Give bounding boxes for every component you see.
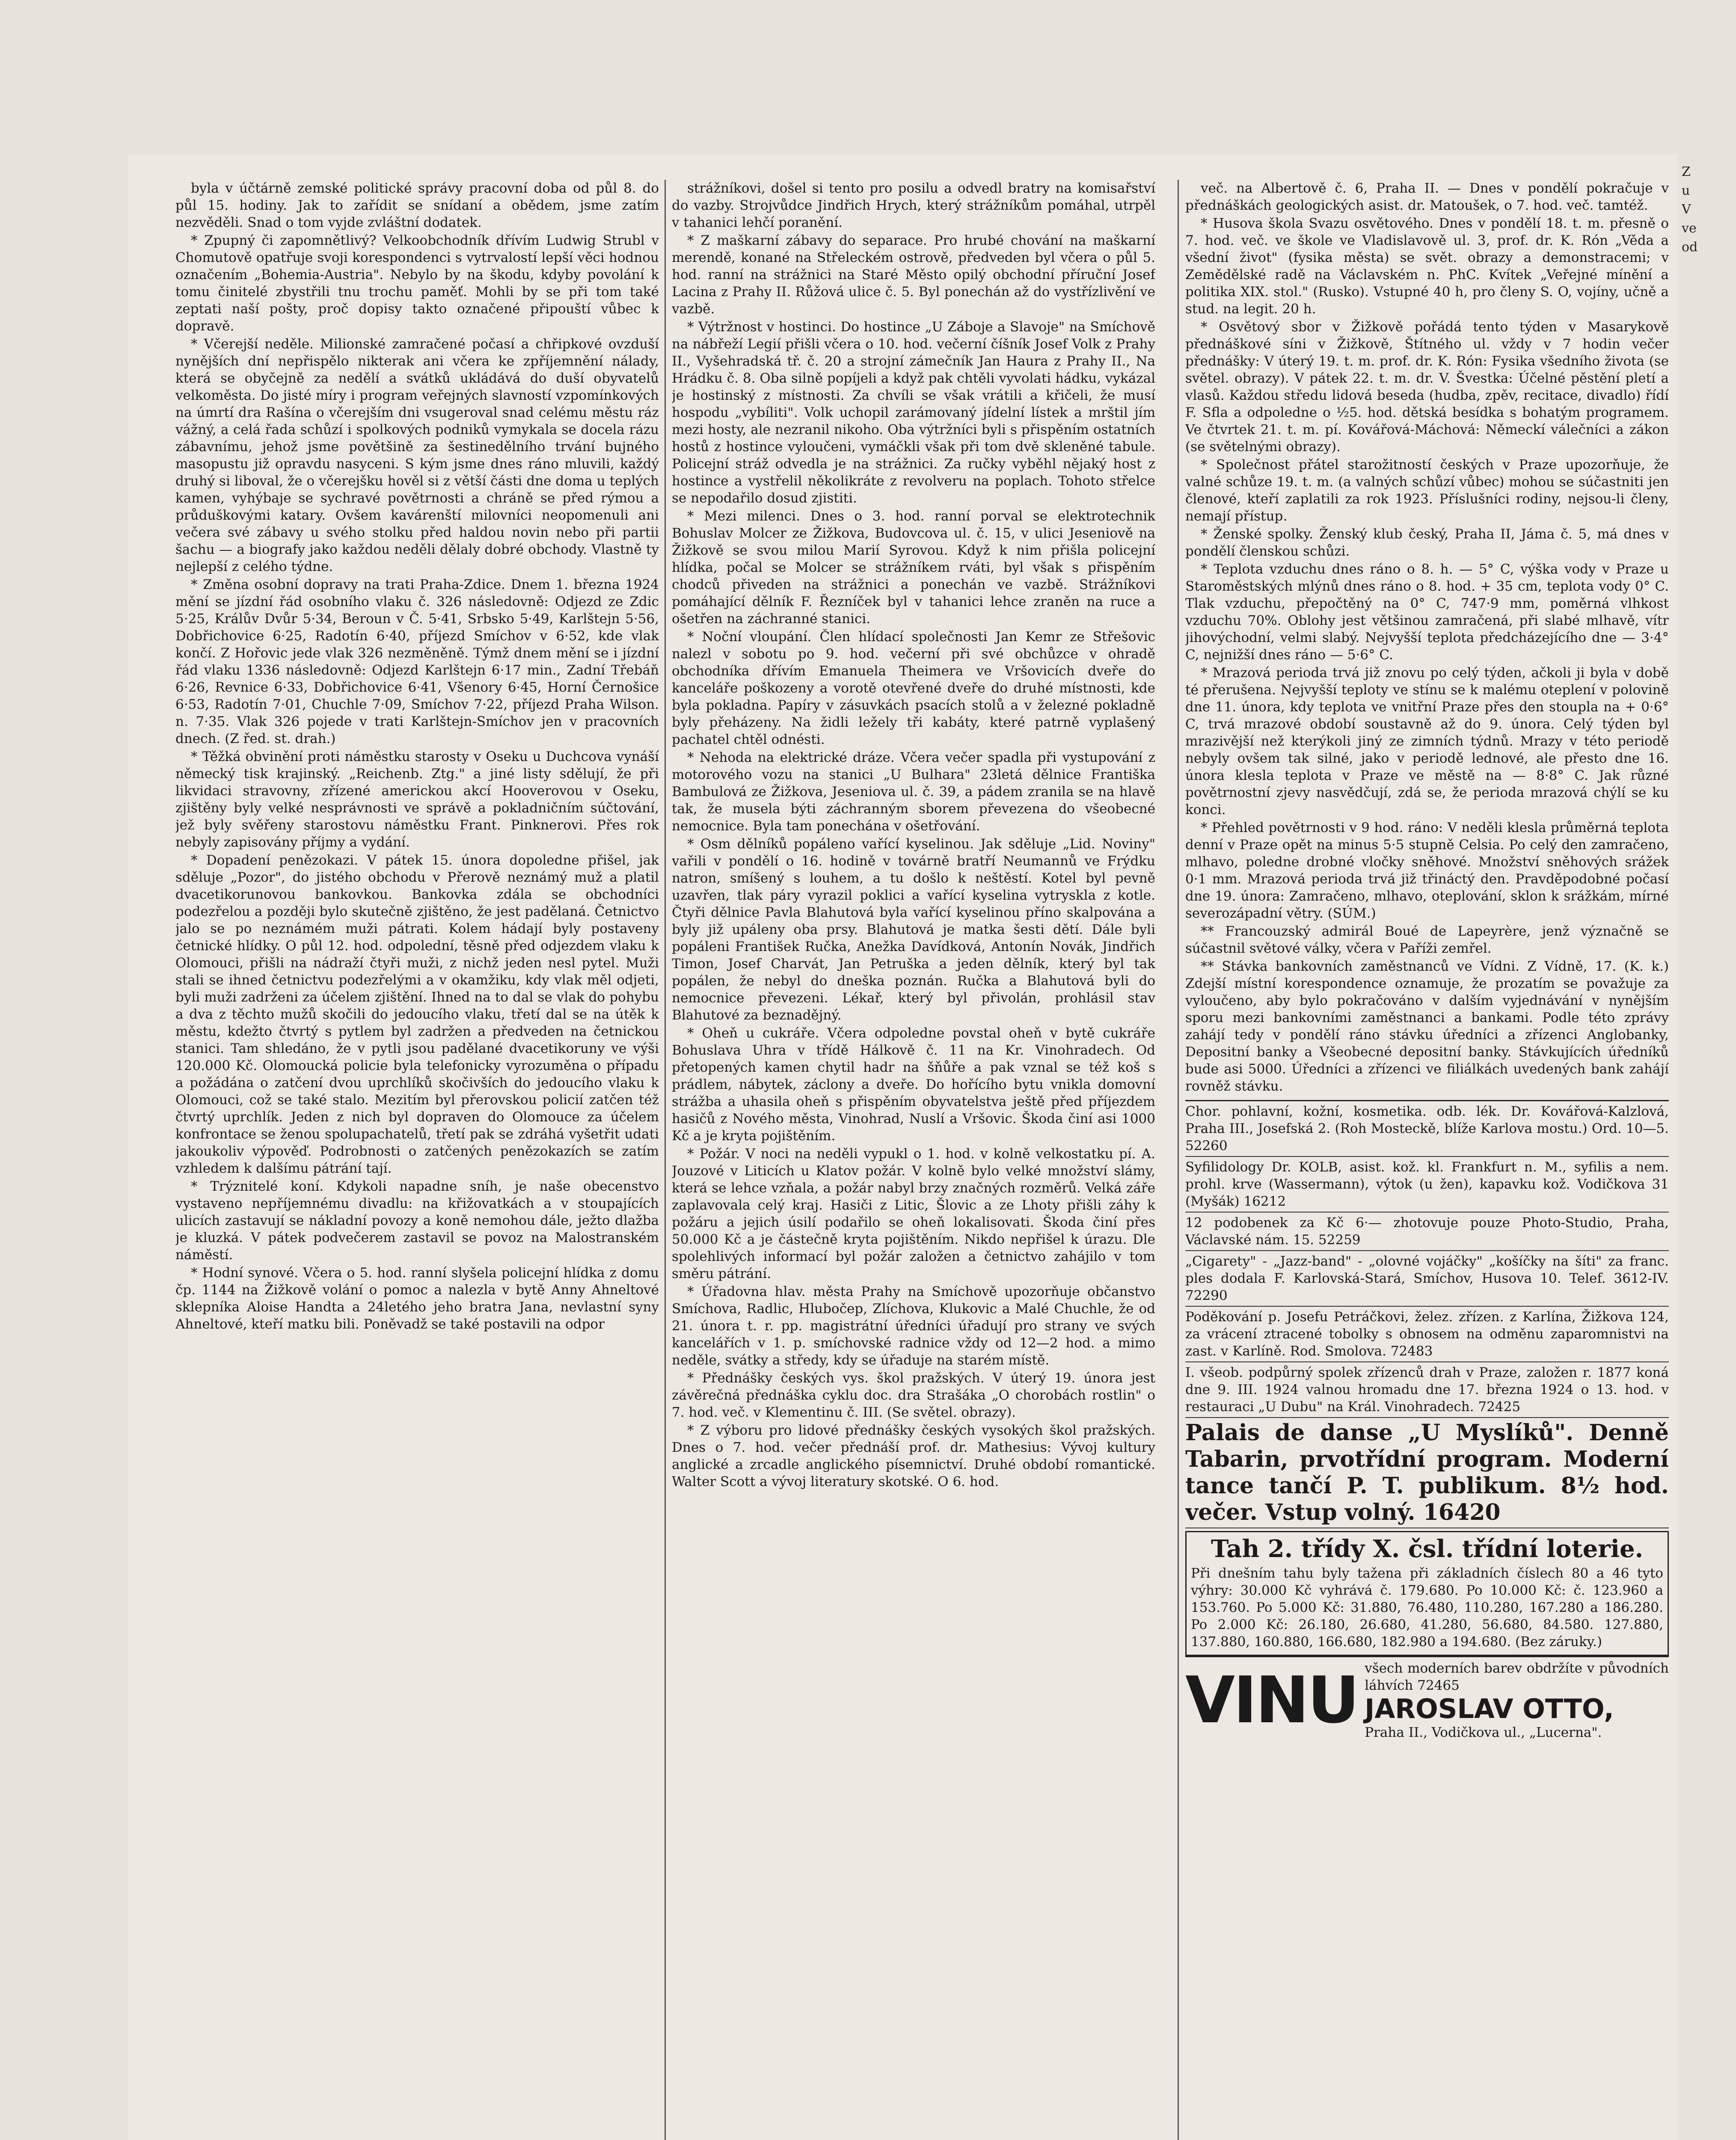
classified-ads (1185, 1100, 1669, 1741)
article-paragraph: ** Francouzský admirál Boué de Lapeyrère, jenž význačně se súčastnil světové války, včera v Paříži zemřel. (1185, 924, 1669, 956)
lottery-title: Tah 2. třídy X. čsl. třídní loterie. (1211, 1535, 1644, 1563)
article-paragraph: * Včerejší neděle. Milionské zamračené počasí a chřipkové ovzduší nynějších dní nepřispělo nikterak ani včera ke zpříjemnění nálady, která se obyčejně za nedělí a svátků ukládává do duší obyvatelů velkoměsta. Do jisté míry i program veřejných slavností vzpomínkových na úmrtí dra Rašína o včerejším dni vsugeroval snad celému městu ráz vážný, a celá řada schůzí i spolkových podniků vymykala se docela rázu zábavnímu, jehož jsme povětšině za šestinedělního trvání bujného masopustu již opravdu nasyceni. S kým jsme dnes ráno mluvili, každý druhý si liboval, že o včerejšku hověl si z větší části dne doma u teplých kamen, vyhýbaje se sychravé povětrnosti a chráně se před rýmou a průduškovými katary. Ovšem kavárenští milovníci neopomenuli ani večera své zábavy u svého stolku před haldou novin nebo při partii šachu — a biografy jako každou neděli dělaly dobré obchody. Vlastně ty nejlepší z celého týdne. (175, 336, 659, 574)
article-paragraph: * Hodní synové. Včera o 5. hod. ranní slyšela policejní hlídka z domu čp. 1144 na Žižkově volání o pomoc a nalezla v bytě Anny Ahneltové sklepníka Aloise Handta a 24letého jeho bratra Jana, nevlastní syny Ahneltové, kteří matku bili. Poněvadž se také postavili na odpor (175, 1265, 659, 1332)
vinu-logo: VINU (1185, 1663, 1358, 1738)
article-paragraph: * Úřadovna hlav. města Prahy na Smíchově upozorňuje občanstvo Smíchova, Radlic, Hlubočep, Zlíchova, Klukovic a Malé Chuchle, že od 21. února t. r. pp. magistrátní úředníci úřadují pro strany ve svých kancelářích v 1. p. smíchovské radnice vždy od 12—2 hod. a mimo neděle, svátky a středy, kdy se úřaduje na starém místě. (672, 1284, 1155, 1368)
column-divider (1178, 180, 1179, 2140)
article-paragraph: * Mrazová perioda trvá již znovu po celý týden, ačkoli ji byla v době té přerušena. Nejvyšší teploty ve stínu se k malému oteplení v polovině dne 11. února, kdy teplota ve vnitřní Praze přes den stoupla na + 0·6° C, trvá mrazové období soustavně až do 9. února. Celý týden byl mrazivější než kterýkoli jiný ze zimních týdnů. Mrazy v této periodě nebyly ovšem tak silné, jako v periodě lednové, ale přesto dne 16. února klesla teplota v Praze ve městě na — 8·8° C. Jak různé povětrnostní zjevy nasvědčují, zdá se, že perioda mrazová chýlí se ku konci. (1185, 665, 1669, 817)
article-paragraph: * Výtržnost v hostinci. Do hostince „U Záboje a Slavoje" na Smíchově na nábřeží Legií přišli včera o 10. hod. večerní číšník Josef Volk z Prahy II., Vyšehradská tř. č. 20 a strojní zámečník Jan Haura z Prahy II., Na Hrádku č. 8. Oba silně popíjeli a když pak chtěli vyvolati hádku, vykázal je hostinský z místnosti. Za chvíli se však vrátili a křičeli, že musí hospodu „vybíliti". Volk uchopil zarámovaný jídelní lístek a mrštil jím mezi hosty, ale nezranil nikoho. Oba výtržníci byli s přispěním ostatních hostů z hostince vyloučeni, vymáčkli však při tom dvě skleněné tabule. Policejní stráž odvedla je na strážnici. Za ručky vyběhl nějaký host z hostince a vystřelil několikráte z revolveru na poplach. Tohoto střelce se nepodařilo dosud zjistiti. (672, 319, 1155, 506)
classified-ad: Poděkování p. Josefu Petráčkovi, želez. zřízen. z Karlína, Žižkova 124, za vrácení ztracené tobolky s obnosem na odměnu zaparomnistvi na zast. v Karlíně. Rod. Smolova. 72483 (1185, 1307, 1669, 1362)
article-paragraph: * Těžká obvinění proti náměstku starosty v Oseku u Duchcova vynáší německý tisk krajinský. „Reichenb. Ztg." a jiné listy sdělují, že při likvidaci stravovny, zřízené americkou akcí Hooverovou v Oseku, zjištěny byly velké nesprávnosti ve správě a pokladničním súčtování, jež byly svěřeny starostovu náměstku Frant. Pinknerovi. Přes rok nebyly zapisovány příjmy a vydání. (175, 749, 659, 850)
article-paragraph: byla v účtárně zemské politické správy pracovní doba od půl 8. do půl 15. hodiny. Jak to zařídit se snídaní a obědem, jsme zatím nezvěděli. Snad o tom vyjde zvláštní dodatek. (175, 181, 659, 230)
otto-name: JAROSLAV OTTO, (1365, 1693, 1614, 1724)
column-divider (665, 180, 666, 2140)
classified-ad: Syfilidology Dr. KOLB, asist. kož. kl. Frankfurt n. M., syfilis a nem. prohl. krve (Wassermann), výtok (u žen), kapavku kož. Vodičkova 31 (Myšák) 16212 (1185, 1157, 1669, 1213)
column-1 (175, 180, 659, 2140)
column-2 (672, 180, 1155, 2140)
article-paragraph: * Společnost přátel starožitností českých v Praze upozorňuje, že valné schůze 19. t. m. (a valných schůzí vůbec) mohou se súčastniti jen členové, kteří zaplatili za rok 1923. Příslušníci rodiny, nejsou-li členy, nemají přístup. (1185, 457, 1669, 524)
article-paragraph: * Z maškarní zábavy do separace. Pro hrubé chování na maškarní merendě, konané na Střeleckém ostrově, předveden byl včera o půl 5. hod. ranní na strážnici na Staré Město opilý obchodní příruční Josef Lacina z Prahy II. Růžová ulice č. 5. Byl ponechán až do vystřízlivění ve vazbě. (672, 233, 1155, 317)
article-paragraph: * Zpupný či zapomnětlivý? Velkoobchodník dřívím Ludwig Strubl v Chomutově opatřuje svoji korespondenci s vytrvalostí lepší věci hodnou označením „Bohemia-Austria". Nebylo by na škodu, kdyby povolání k tomu činitelé zbystřili tnu trochu paměť. Mohli by se při tom také zeptati naší pošty, proč dopisy takto označené připouští vůbec k dopravě. (175, 233, 659, 334)
classified-ad: 12 podobenek za Kč 6·— zhotovuje pouze Photo-Studio, Praha, Václavské nám. 15. 52259 (1185, 1213, 1669, 1251)
article-paragraph: * Požár. V noci na neděli vypukl o 1. hod. v kolně velkostatku pí. A. Jouzové v Liticích u Klatov požár. V kolně bylo velké množství slámy, která se lehce vzňala, a požár nabyl brzy značných rozměrů. Velká záře zaplavovala celý kraj. Hasiči z Litic, Šlovic a ze Lhoty přišli záhy k požáru a jejich úsilí podařilo se oheň lokalisovati. Škoda činí přes 50.000 Kč a je částečně kryta pojištěním. Nikdo nepřišel k úrazu. Dle spolehlivých informací byl požár založen a četnictvo zahájilo v tom směru pátrání. (672, 1146, 1155, 1281)
classified-ad: „Cigarety" - „Jazz-band" - „olovné vojáčky" „košíčky na šíti" za franc. ples dodala F. Karlovská-Stará, Smíchov, Husova 10. Telef. 3612-IV. 72290 (1185, 1251, 1669, 1307)
article-paragraph: * Nehoda na elektrické dráze. Včera večer spadla při vystupování z motorového vozu na stanici „U Bulhara" 23letá dělnice Františka Bambulová ze Žižkova, Jeseniova ul. č. 39, a pádem zranila se na hlavě tak, že musela býti záchranným sborem převezena do všeobecné nemocnice. Byla tam ponechána v ošetřování. (672, 750, 1155, 834)
article-paragraph: * Dopadení penězokazi. V pátek 15. února dopoledne přišel, jak sděluje „Pozor", do jistého obchodu v Přerově neznámý muž a platil dvacetikorunovou bankovkou. Bankovka zdála se obchodníci podezřelou a později bylo skutečně zjištěno, že jest padělaná. Četnictvo jalo se po neznámém muži pátrati. Kolem hádají byly postaveny četnické hlídky. O půl 12. hod. odpolední, těsně před odjezdem vlaku k Olomouci, přišli na nádraží čtyři muži, z nichž jeden nesl pytel. Muži stali se ihned četnictvu podezřelými a v okamžiku, kdy vlak měl odjeti, byli muži zadrženi za účelem zjištění. Ihned na to dal se vlak do pohybu a dva z těchto mužů skočili do jedoucího vlaku, třetí dal se na útěk k městu, kdežto čtvrtý s pytlem byl zadržen a předveden na četnickou stanici. Tam shledáno, že v pytli jsou padělané dvacetikoruny ve výši 120.000 Kč. Olomoucká policie byla telefonicky vyrozuměna o případu a požádána o zatčení dvou uprchlíků skočivších do jedoucího vlaku k Olomouci, což se také stalo. Mezitím byl přerovskou policií zatčen též čtvrtý uprchlík. Jeden z nich byl dopraven do Olomouce za účelem konfrontace se ženou spolupachatelů, třetí pak se zdráhá vyšetřit udati jakoukoliv výpověď. Podrobnosti o zatčených penězokazích se zatím vzhledem k dalšímu pátrání tají. (175, 853, 659, 1176)
article-paragraph: * Oheň u cukráře. Včera odpoledne povstal oheň v bytě cukráře Bohuslava Uhra v třídě Hálkově č. 11 na Kr. Vinohradech. Od přetopených kamen chytil hadr na šňůře a pak vznal se též koš s prádlem, nábytek, záclony a dveře. Do hořícího bytu vnikla domovní strážba a uhasila oheň s přispěním obyvatelstva ještě před příjezdem hasičů z Nového města, Vinohrad, Nuslí a Vršovic. Škoda činí asi 1000 Kč a je kryta pojištěním. (672, 1025, 1155, 1144)
article-paragraph: * Z výboru pro lidové přednášky českých vysokých škol pražských. Dnes o 7. hod. večer přednáší prof. dr. Mathesius: Vývoj kultury anglické a zrcadle anglického písemnictví. Druhé období romantické. Walter Scott a vývoj literatury skotské. O 6. hod. (672, 1423, 1155, 1489)
adjacent-page-edge: Z u V ve od (1682, 164, 1698, 255)
article-paragraph: * Teplota vzduchu dnes ráno o 8. h. — 5° C, výška vody v Praze u Staroměstských mlýnů dnes ráno o 8. hod. + 35 cm, teplota vody 0° C. Tlak vzduchu, přepočtěný na 0° C, 747·9 mm, poměrná vlhkost vzduchu 70%. Oblohy jest většinou zamračená, při slabé mlhavě, vítr jihovýchodní, velmi slabý. Nejvyšší teplota předcházejícího dne — 3·4° C, nejnižší dnes ráno — 5·6° C. (1185, 562, 1669, 663)
lottery-results: Při dnešním tahu byly tažena při základních číslech 80 a 46 tyto výhry: 30.000 Kč vyhrává č. 179.680. Po 10.000 Kč: č. 123.960 a 153.760. Po 5.000 Kč: 31.880, 76.480, 110.280, 167.280 a 186.280. Po 2.000 Kč: 26.180, 26.680, 41.280, 56.680, 84.580. 127.880, 137.880, 160.880, 166.680, 182.980 a 194.680. (Bez záruky.) (1191, 1566, 1663, 1650)
lottery-box (1185, 1531, 1669, 1656)
article-paragraph: * Mezi milenci. Dnes o 3. hod. ranní porval se elektrotechnik Bohuslav Molcer ze Žižkova, Budovcova ul. č. 15, v ulici Jeseniově na Žižkově se svou milou Marií Syrovou. Když k nim přišla policejní hlídka, počal se Molcer se strážníkem rváti, byl však s přispěním chodců přiveden na strážnici a ponechán ve vazbě. Strážníkovi pomáhající dělník F. Řezníček byl v tahanici lehce zraněn na ruce a ošetřen na záchranné stanici. (672, 508, 1155, 627)
article-paragraph: * Husova škola Svazu osvětového. Dnes v pondělí 18. t. m. přesně o 7. hod. več. ve škole ve Vladislavově ul. 3, prof. dr. K. Rón „Věda a všední život" (fysika města) se svět. obrazy a demonstracemi; v Zemědělské radě na Václavském n. PhC. Kvítek „Veřejné mínění a politika XIX. stol." (Rusko). Vstupné 40 h, pro členy S. O, vojíny, učně a stud. na legit. 20 h. (1185, 216, 1669, 317)
article-paragraph: * Přednášky českých vys. škol pražských. V úterý 19. února jest závěrečná přednáška cyklu doc. dra Strašáka „O chorobách rostlin" o 7. hod. več. v Klementinu č. III. (Se světel. obrazy). (672, 1370, 1155, 1420)
article-paragraph: * Ženské spolky. Ženský klub český, Praha II, Jáma č. 5, má dnes v pondělí členskou schůzi. (1185, 526, 1669, 559)
article-paragraph: * Změna osobní dopravy na trati Praha-Zdice. Dnem 1. března 1924 mění se jízdní řád osobního vlaku č. 326 následovně: Odjezd ze Zdic 5·25, Králův Dvůr 5·34, Beroun v Č. 5·41, Srbsko 5·49, Karlštejn 5·56, Dobřichovice 6·25, Radotín 6·40, příjezd Smíchov v 6·52, kde vlak končí. Z Hořovic jede vlak 326 nezměněně. Týmž dnem mění se i jízdní řád vlaku 1336 následovně: Odjezd Karlštejn 6·17 min., Zadní Třebáň 6·26, Revnice 6·33, Dobřichovice 6·41, Všenory 6·45, Horní Černošice 6·53, Radotín 7·01, Chuchle 7·09, Smíchov 7·22, příjezd Praha Wilson. n. 7·35. Vlak 326 pojede v trati Karlštejn-Smíchov jen v pracovních dnech. (Z řed. st. drah.) (175, 577, 659, 746)
classified-ad: Chor. pohlavní, kožní, kosmetika. odb. lék. Dr. Kovářová-Kalzlová, Praha III., Josefská 2. (Roh Mosteckě, blíže Karlova mostu.) Ord. 10—5. 52260 (1185, 1101, 1669, 1157)
article-paragraph: * Trýznitelé koní. Kdykoli napadne sníh, je naše obecenstvo vystaveno nepříjemnému divadlu: na křižovatkách a v stoupajících ulicích zastavují se nákladní povozy a koně nemohou dále, ježto dlažba je kluzká. V pátek podvečerem zastavil se povoz na Malostranském náměstí. (175, 1179, 659, 1263)
article-paragraph: strážníkovi, došel si tento pro posilu a odvedl bratry na komisařství do vazby. Strojvůdce Jindřich Hrych, který strážníkům pomáhal, utrpěl v tahanici lehčí poranění. (672, 181, 1155, 230)
palais-de-danse-ad: Palais de danse „U Myslíků". Denně Tabarin, prvotřídní program. Moderní tance tančí P. T. publikum. 8½ hod. večer. Vstup volný. 16420 (1185, 1418, 1669, 1528)
article-paragraph: več. na Albertově č. 6, Praha II. — Dnes v pondělí pokračuje v přednáškách geologických asist. dr. Matoušek, o 7. hod. več. tamtéž. (1185, 181, 1669, 213)
article-paragraph: * Noční vloupání. Člen hlídací společnosti Jan Kemr ze Střešovic nalezl v sobotu po 9. hod. večerní při své obchůzce v ohradě obchodníka dřívím Emanuela Theimera ve Vršovicích dveře do kanceláře poškozeny a vorotě otevřené dveře do druhé místnosti, kde byla pokladna. Papíry v zásuvkách psacích stolů a v železné pokladně byly přeházeny. Na židli ležely tři kabáty, které patrně vyplašený pachatel chtěl odnésti. (672, 629, 1155, 747)
otto-text (1365, 1660, 1669, 1741)
otto-tagline: všech moderních barev obdržíte v původních láhvích 72465 (1365, 1661, 1669, 1693)
article-paragraph: * Přehled povětrnosti v 9 hod. ráno: V neděli klesla průměrná teplota denní v Praze opět na minus 5·5 stupně Celsia. Po celý den zamračeno, mlhavo, poledne drobné vločky sněhové. Množství sněhových srážek 0·1 mm. Mrazová perioda trvá již třináctý den. Pravděpodobné počasí dne 19. února: Zamračeno, mlhavo, oteplování, sklon k srážkám, mírné severozápadní větry. (SÚM.) (1185, 820, 1669, 921)
article-paragraph: * Osvětový sbor v Žižkově pořádá tento týden v Masarykově přednáškové síni v Žižkově, Štítného ul. vždy v 7 hodin večer přednášky: V úterý 19. t. m. prof. dr. K. Rón: Fysika všedního života (se světel. obrazy). V pátek 22. t. m. dr. V. Švestka: Účelné pěstění pletí a vlasů. Každou středu lidová beseda (hudba, zpěv, recitace, divadlo) řídí F. Sfla a odpoledne o ½5. hod. dětská besídka s bohatým programem. Ve čtvrtek 21. t. m. pí. Kovářová-Máchová: Německí válečníci a zákon (se světelnými obrazy). (1185, 319, 1669, 455)
article-paragraph: * Osm dělníků popáleno vařící kyselinou. Jak sděluje „Lid. Noviny" vařili v pondělí o 16. hodině v továrně bratří Neumannů ve Frýdku natron, smíšený s louhem, a tu došlo k neštěstí. Kotel byl pevně uzavřen, tlak páry vyrazil poklici a vařící kyselina vytryskla z kotle. Čtyři dělnice Pavla Blahutová byla vařící kyselinou příno skalpována a byly již upáleny oba prsy. Blahutová je matka šesti dětí. Dále byli popáleni František Ručka, Anežka Davídková, Antonín Novák, Jindřich Timon, Josef Charvát, Jan Petruška a jeden dělník, který byl tak popálen, že nebyl do dneška poznán. Ručka a Blahutová byli do nemocnice převezeni. Lékař, který byl přivolán, prohlásil stav Blahutové za beznadějný. (672, 836, 1155, 1023)
otto-paint-ad (1185, 1656, 1669, 1741)
column-3 (1185, 180, 1669, 2140)
otto-address: Praha II., Vodičkova ul., „Lucerna". (1365, 1725, 1602, 1740)
article-paragraph: ** Stávka bankovních zaměstnanců ve Vídni. Z Vídně, 17. (K. k.) Zdejší místní korespondence oznamuje, že prozatím se považuje za vyloučeno, aby bylo pokračováno v dalším vyjednávání v nynějším sporu mezi bankovními zaměstnanci a bankami. Podle této zprávy zahájí tedy v pondělí ráno stávku úředníci a zřízenci Anglobanky, Depositní banky a Všeobecné depositní banky. Stávkujících úředníků bude asi 5000. Úředníci a zřízenci ve filiálkách uvedených bank zahájí rovněž stávku. (1185, 959, 1669, 1094)
classified-ad: I. všeob. podpůrný spolek zřízenců drah v Praze, založen r. 1877 koná dne 9. III. 1924 valnou hromadu dne 17. března 1924 o 13. hod. v restauraci „U Dubu" na Král. Vinohradech. 72425 (1185, 1362, 1669, 1418)
